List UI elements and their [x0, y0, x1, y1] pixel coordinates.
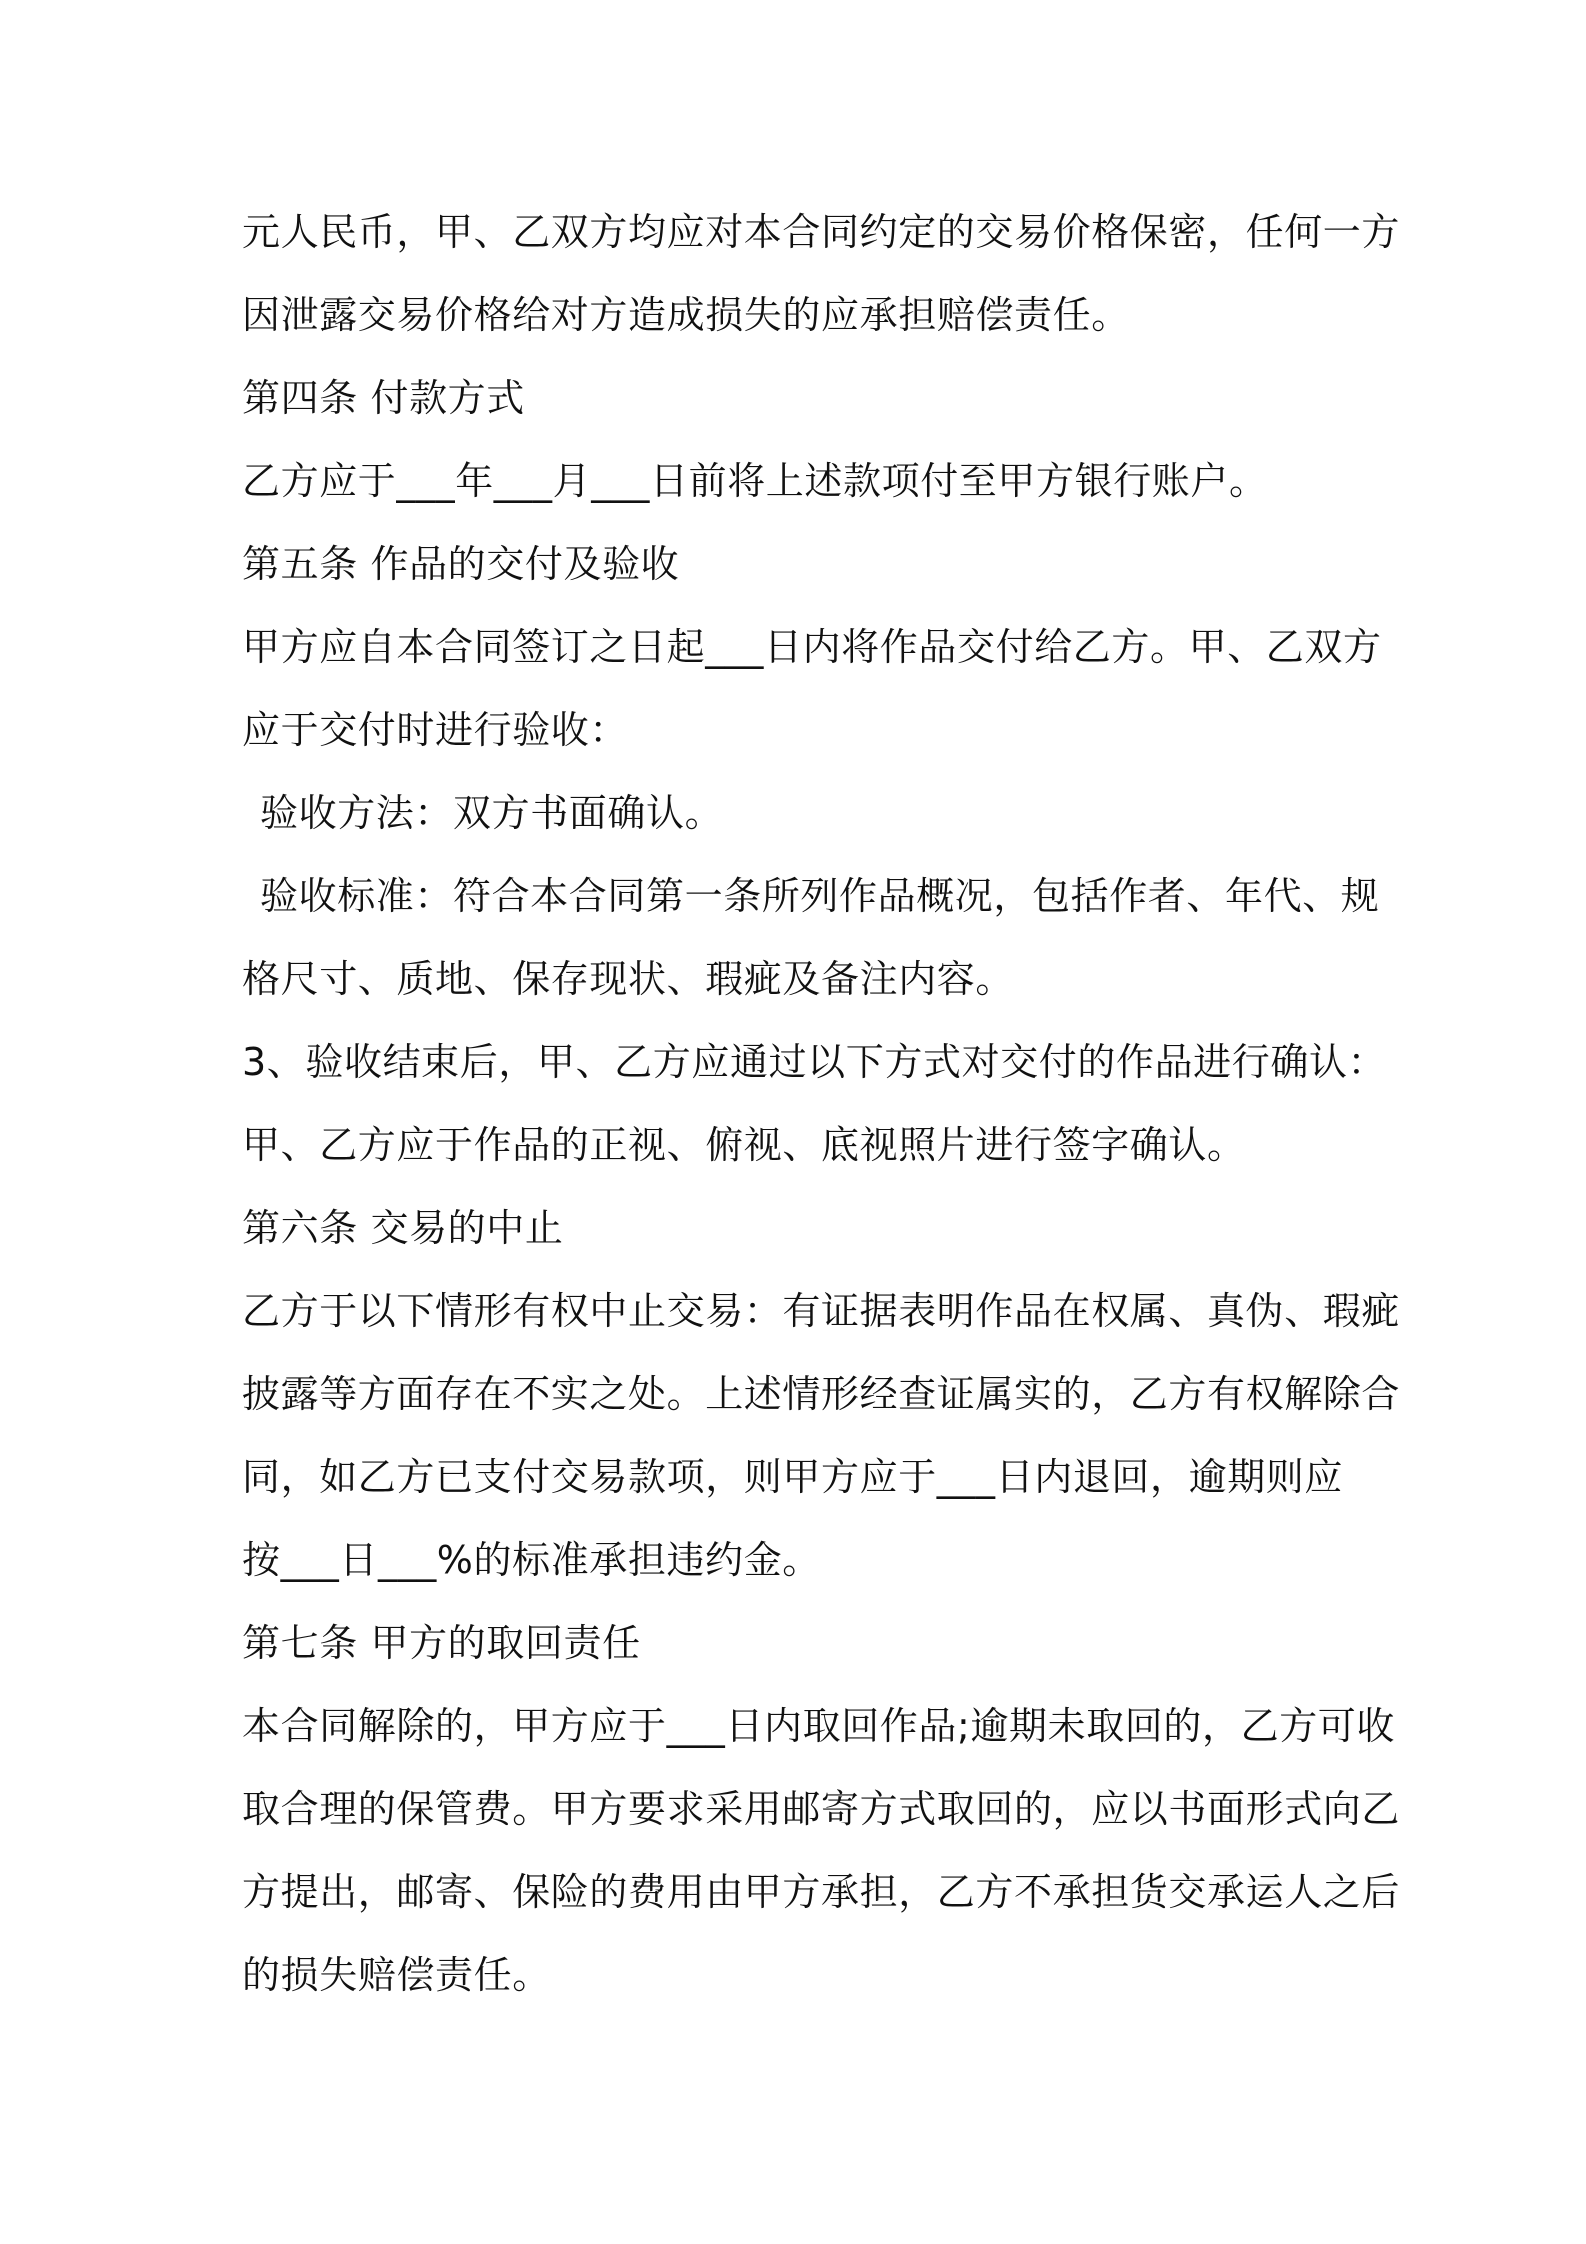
paragraph-line: 本合同解除的，甲方应于___日内取回作品;逾期未取回的，乙方可收: [242, 1704, 1396, 1748]
paragraph-line: 方提出，邮寄、保险的费用由甲方承担，乙方不承担货交承运人之后: [242, 1870, 1401, 1914]
paragraph-line: 因泄露交易价格给对方造成损失的应承担赔偿责任。: [242, 293, 1130, 337]
list-item: 验收方法：双方书面确认。: [260, 791, 724, 835]
paragraph-line: 元人民币，甲、乙双方均应对本合同约定的交易价格保密，任何一方: [242, 210, 1401, 254]
paragraph-line: 乙方于以下情形有权中止交易：有证据表明作品在权属、真伪、瑕疵: [242, 1289, 1401, 1333]
article-heading: 第五条 作品的交付及验收: [242, 542, 680, 586]
contract-body: [242, 204, 1401, 2030]
list-item: 验收标准：符合本合同第一条所列作品概况，包括作者、年代、规: [260, 874, 1380, 918]
paragraph-line: 甲方应自本合同签订之日起___日内将作品交付给乙方。甲、乙双方: [242, 625, 1382, 669]
paragraph-line: 同，如乙方已支付交易款项，则甲方应于___日内退回，逾期则应: [242, 1455, 1344, 1499]
paragraph-line: 格尺寸、质地、保存现状、瑕疵及备注内容。: [242, 957, 1015, 1001]
paragraph-line: 甲、乙方应于作品的正视、俯视、底视照片进行签字确认。: [242, 1123, 1246, 1167]
article-heading: 第四条 付款方式: [242, 376, 525, 420]
paragraph-line: 的损失赔偿责任。: [242, 1953, 551, 1997]
paragraph-line: 应于交付时进行验收：: [242, 708, 629, 752]
article-heading: 第六条 交易的中止: [242, 1206, 564, 1250]
article-heading: 第七条 甲方的取回责任: [242, 1621, 641, 1665]
paragraph-line: 按___日___%的标准承担违约金。: [242, 1538, 821, 1582]
paragraph-line: 乙方应于___年___月___日前将上述款项付至甲方银行账户。: [242, 459, 1268, 503]
list-item: 3、验收结束后，甲、乙方应通过以下方式对交付的作品进行确认：: [242, 1040, 1387, 1084]
paragraph-line: 披露等方面存在不实之处。上述情形经查证属实的，乙方有权解除合: [242, 1372, 1401, 1416]
paragraph-line: 取合理的保管费。甲方要求采用邮寄方式取回的，应以书面形式向乙: [242, 1787, 1401, 1831]
